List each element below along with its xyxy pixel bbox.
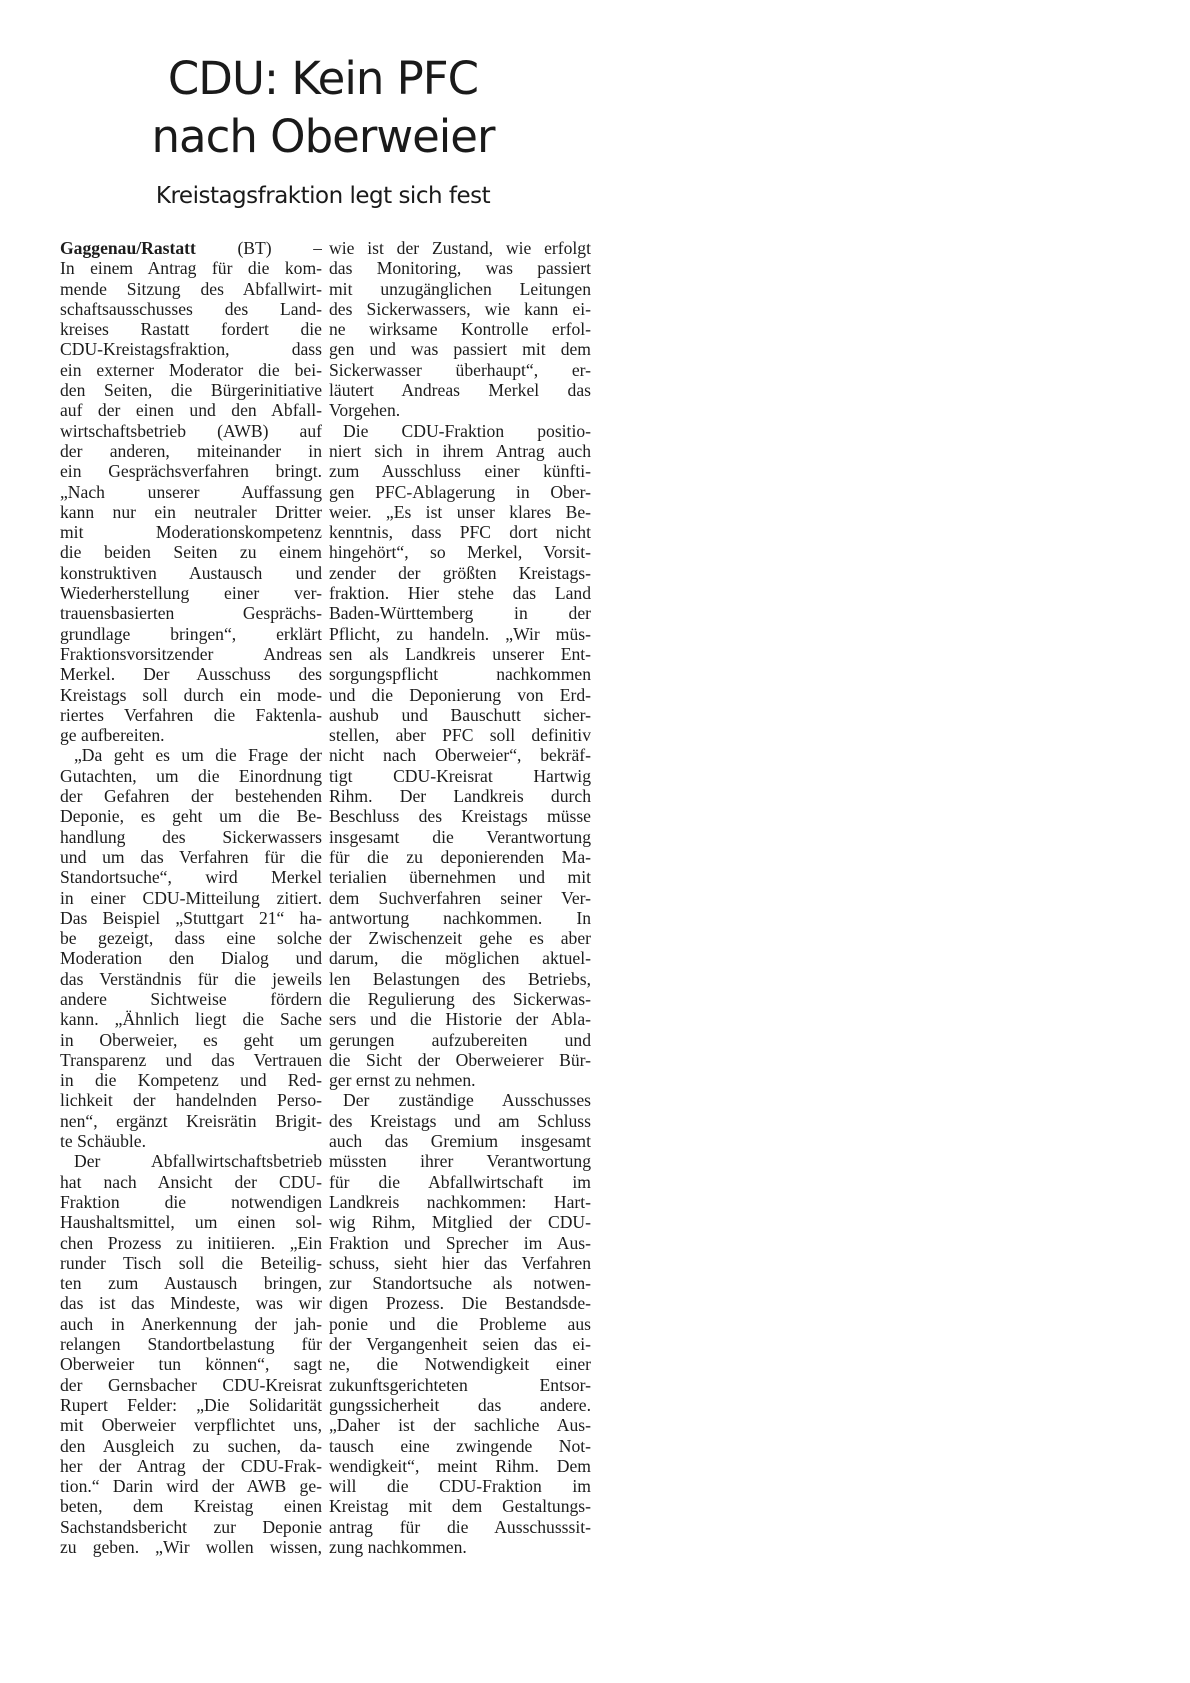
article-line: antrag für die Ausschusssit-: [329, 1516, 591, 1537]
article-line: Moderation den Dialog und: [60, 948, 322, 969]
article-line: mit Oberweier verpflichtet uns,: [60, 1415, 322, 1436]
article-line: ne wirksame Kontrolle erfol-: [329, 319, 591, 340]
dateline-line: [60, 238, 322, 258]
article-line: dem Suchverfahren seiner Ver-: [329, 887, 591, 908]
article-line: Fraktion und Sprecher im Aus-: [329, 1232, 591, 1253]
article-line: für die zu deponierenden Ma-: [329, 846, 591, 867]
article-line: tion.“ Darin wird der AWB ge-: [60, 1476, 322, 1497]
article-line: die Sicht der Oberweierer Bür-: [329, 1049, 591, 1070]
article-line: die Regulierung des Sickerwas-: [329, 988, 591, 1009]
article-line: kann. „Ähnlich liegt die Sache: [60, 1009, 322, 1030]
article-line: der Gefahren der bestehenden: [60, 786, 322, 807]
article-line: „Da geht es um die Frage der: [74, 745, 322, 766]
article-line: Fraktionsvorsitzender Andreas: [60, 643, 322, 664]
article-line: mende Sitzung des Abfallwirt-: [60, 278, 322, 299]
article-line: ein Gesprächsverfahren bringt.: [60, 461, 322, 482]
article-line: Transparenz und das Vertrauen: [60, 1049, 322, 1070]
article-line: ten zum Austausch bringen,: [60, 1273, 322, 1294]
article-column-2: [329, 238, 591, 1557]
article-line: Deponie, es geht um die Be-: [60, 806, 322, 827]
article-line: sen als Landkreis unserer Ent-: [329, 643, 591, 664]
article-line: läutert Andreas Merkel das: [329, 380, 591, 401]
article-line: „Daher ist der sachliche Aus-: [329, 1415, 591, 1436]
article-line: ponie und die Probleme aus: [329, 1313, 591, 1334]
article-line: runder Tisch soll die Beteilig-: [60, 1252, 322, 1273]
article-line: konstruktiven Austausch und: [60, 562, 322, 583]
article-line: tausch eine zwingende Not-: [329, 1435, 591, 1456]
source-tag: (BT) –: [237, 238, 322, 258]
article-line: antwortung nachkommen. In: [329, 907, 591, 928]
article-line: Kreistags soll durch ein mode-: [60, 684, 322, 705]
article-line: den Seiten, die Bürgerinitiative: [60, 380, 322, 401]
headline-line-1: CDU: Kein PFC: [167, 52, 479, 105]
article-line: weier. „Es ist unser klares Be-: [329, 501, 591, 522]
article-line: zung nachkommen.: [329, 1537, 467, 1557]
article-line: hingehört“, so Merkel, Vorsit-: [329, 542, 591, 563]
article-line: wendigkeit“, meint Rihm. Dem: [329, 1455, 591, 1476]
article-line: wirtschaftsbetrieb (AWB) auf: [60, 420, 322, 441]
article-line: fraktion. Hier stehe das Land: [329, 583, 591, 604]
article-line: terialien übernehmen und mit: [329, 867, 591, 888]
article-line: des Sickerwassers, wie kann ei-: [329, 298, 591, 319]
article-line: der Zwischenzeit gehe es aber: [329, 928, 591, 949]
article-line: gungssicherheit das andere.: [329, 1394, 591, 1415]
article-line: be gezeigt, dass eine solche: [60, 928, 322, 949]
article-line: Die CDU-Fraktion positio-: [343, 420, 591, 441]
article-line: ge aufbereiten.: [60, 725, 165, 746]
article-line: niert sich in ihrem Antrag auch: [329, 440, 591, 461]
headline: [58, 50, 588, 166]
article-line: für die Abfallwirtschaft im: [329, 1171, 591, 1192]
article-line: beten, dem Kreistag einen: [60, 1496, 322, 1517]
dateline: Gaggenau/Rastatt: [60, 238, 196, 258]
article-line: kreises Rastatt fordert die: [60, 319, 322, 340]
article-line: te Schäuble.: [60, 1131, 146, 1152]
article-line: chen Prozess zu initiieren. „Ein: [60, 1232, 322, 1253]
article-line: nicht nach Oberweier“, bekräf-: [329, 745, 591, 766]
article-line: len Belastungen des Betriebs,: [329, 968, 591, 989]
article-line: sers und die Historie der Abla-: [329, 1009, 591, 1030]
article-line: ne, die Notwendigkeit einer: [329, 1354, 591, 1375]
article-line: gen und was passiert mit dem: [329, 339, 591, 360]
article-line: zukunftsgerichteten Entsor-: [329, 1374, 591, 1395]
article-line: in Oberweier, es geht um: [60, 1029, 322, 1050]
article-line: riertes Verfahren die Faktenla-: [60, 704, 322, 725]
article-line: der Gernsbacher CDU-Kreisrat: [60, 1374, 322, 1395]
article-line: müssten ihrer Verantwortung: [329, 1151, 591, 1172]
article-line: Standortsuche“, wird Merkel: [60, 867, 322, 888]
article-line: Gutachten, um die Einordnung: [60, 765, 322, 786]
article-line: zum Ausschluss einer künfti-: [329, 461, 591, 482]
article-line: der Vergangenheit seien das ei-: [329, 1334, 591, 1355]
article-line: andere Sichtweise fördern: [60, 988, 322, 1009]
article-line: trauensbasierten Gesprächs-: [60, 603, 322, 624]
headline-line-2: nach Oberweier: [151, 110, 495, 163]
article-line: In einem Antrag für die kom-: [60, 258, 322, 279]
article-line: Sickerwasser überhaupt“, er-: [329, 359, 591, 380]
article-line: Beschluss des Kreistags müsse: [329, 806, 591, 827]
article-line: ein externer Moderator die bei-: [60, 359, 322, 380]
article-line: Der Abfallwirtschaftsbetrieb: [74, 1151, 322, 1172]
column-2-lines: [329, 238, 591, 1557]
article-line: wig Rihm, Mitglied der CDU-: [329, 1212, 591, 1233]
article-line: den Ausgleich zu suchen, da-: [60, 1435, 322, 1456]
article-line: gen PFC-Ablagerung in Ober-: [329, 481, 591, 502]
article-line: kann nur ein neutraler Dritter: [60, 501, 322, 522]
article-line: will die CDU-Fraktion im: [329, 1476, 591, 1497]
article-line: sorgungspflicht nachkommen: [329, 664, 591, 685]
article-line: Das Beispiel „Stuttgart 21“ ha-: [60, 907, 322, 928]
article-line: lichkeit der handelnden Perso-: [60, 1090, 322, 1111]
article-column-1: [60, 238, 322, 1557]
article-line: mit Moderationskompetenz: [60, 522, 322, 543]
article-line: ger ernst zu nehmen.: [329, 1070, 476, 1091]
article-line: der anderen, miteinander in: [60, 440, 322, 461]
article-line: aushub und Bauschutt sicher-: [329, 704, 591, 725]
article-line: relangen Standortbelastung für: [60, 1334, 322, 1355]
article-line: das Verständnis für die jeweils: [60, 968, 322, 989]
article-line: Wiederherstellung einer ver-: [60, 583, 322, 604]
column-1-lines: [60, 258, 322, 1557]
article-line: CDU-Kreistagsfraktion, dass: [60, 339, 322, 360]
article-line: Rihm. Der Landkreis durch: [329, 786, 591, 807]
article-line: schuss, sieht hier das Verfahren: [329, 1252, 591, 1273]
article-line: das Monitoring, was passiert: [329, 258, 591, 279]
article-line: Rupert Felder: „Die Solidarität: [60, 1394, 322, 1415]
article-line: hat nach Ansicht der CDU-: [60, 1171, 322, 1192]
article-line: Landkreis nachkommen: Hart-: [329, 1191, 591, 1212]
article-line: des Kreistags und am Schluss: [329, 1110, 591, 1131]
article-line: Oberweier tun können“, sagt: [60, 1354, 322, 1375]
article-line: digen Prozess. Die Bestandsde-: [329, 1293, 591, 1314]
article-line: handlung des Sickerwassers: [60, 826, 322, 847]
article-line: Haushaltsmittel, um einen sol-: [60, 1212, 322, 1233]
article-line: und die Deponierung von Erd-: [329, 684, 591, 705]
article-line: wie ist der Zustand, wie erfolgt: [329, 238, 591, 258]
article-line: und um das Verfahren für die: [60, 846, 322, 867]
article-line: nen“, ergänzt Kreisrätin Brigit-: [60, 1110, 322, 1131]
article-line: Merkel. Der Ausschuss des: [60, 664, 322, 685]
article-line: das ist das Mindeste, was wir: [60, 1293, 322, 1314]
article-line: stellen, aber PFC soll definitiv: [329, 725, 591, 746]
article-line: gerungen aufzubereiten und: [329, 1029, 591, 1050]
article-line: Pflicht, zu handeln. „Wir müs-: [329, 623, 591, 644]
article-line: auch das Gremium insgesamt: [329, 1131, 591, 1152]
article-line: zu geben. „Wir wollen wissen,: [60, 1537, 322, 1557]
article-line: Baden-Württemberg in der: [329, 603, 591, 624]
subheadline: Kreistagsfraktion legt sich fest: [155, 183, 491, 209]
article-line: her der Antrag der CDU-Frak-: [60, 1455, 322, 1476]
article-line: insgesamt die Verantwortung: [329, 826, 591, 847]
article-line: Fraktion die notwendigen: [60, 1191, 322, 1212]
article-line: „Nach unserer Auffassung: [60, 481, 322, 502]
article-line: grundlage bringen“, erklärt: [60, 623, 322, 644]
article-line: auf der einen und den Abfall-: [60, 400, 322, 421]
article-line: mit unzugänglichen Leitungen: [329, 278, 591, 299]
article-line: die beiden Seiten zu einem: [60, 542, 322, 563]
article-line: in die Kompetenz und Red-: [60, 1070, 322, 1091]
article-line: zender der größten Kreistags-: [329, 562, 591, 583]
article-line: auch in Anerkennung der jah-: [60, 1313, 322, 1334]
article-line: Der zuständige Ausschusses: [343, 1090, 591, 1111]
article-line: Vorgehen.: [329, 400, 401, 421]
article-line: Sachstandsbericht zur Deponie: [60, 1516, 322, 1537]
article-line: zur Standortsuche als notwen-: [329, 1273, 591, 1294]
article-line: in einer CDU-Mitteilung zitiert.: [60, 887, 322, 908]
article-line: kenntnis, dass PFC dort nicht: [329, 522, 591, 543]
article-line: Kreistag mit dem Gestaltungs-: [329, 1496, 591, 1517]
article-line: tigt CDU-Kreisrat Hartwig: [329, 765, 591, 786]
article-line: schaftsausschusses des Land-: [60, 298, 322, 319]
article-line: darum, die möglichen aktuel-: [329, 948, 591, 969]
